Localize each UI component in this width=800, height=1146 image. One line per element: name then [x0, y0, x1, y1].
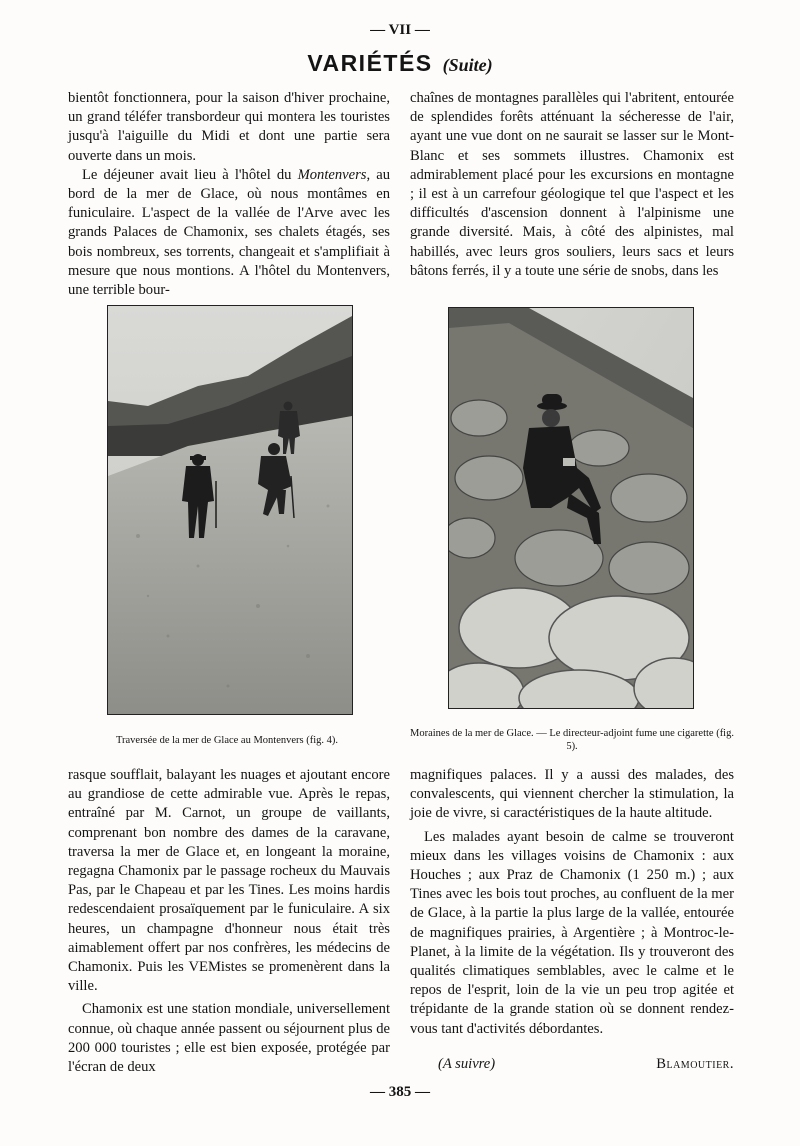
- bottom-left-column: [68, 766, 390, 1077]
- author-name: Blamoutier.: [656, 1056, 734, 1072]
- paragraph: rasque soufflait, balayant les nuages et ajoutant encore au grandiose de cette admirable vue. Après le repas, entraîné par M. Carnot, un groupe de vaillants, comprenant bon nombre des dames de la caravane, traversa la mer de Glace et, en longeant la moraine, regagna Chamonix par le passage rocheux du Mauvais Pas, par le Chapeau et par les Tines. Les moins hardis redescendaient prosaïquement par le funiculaire. A six heures, un champagne d'honneur nous était très aimablement offert par nos confrères, les médecins de Chamonix. Puis les VEMistes se promenèrent dans la ville.: [68, 767, 390, 995]
- paragraph: Chamonix est une station mondiale, universellement connue, où chaque année passent ou séjournent plus de 200 000 touristes ; elle est bien exposée, protégée par l'écran de deux: [68, 1001, 390, 1076]
- to-be-continued: (A suivre): [438, 1056, 496, 1072]
- section-title-main: VARIÉTÉS: [307, 50, 433, 76]
- figure-4-caption: Traversée de la mer de Glace au Montenvers (fig. 4).: [115, 735, 339, 746]
- paragraph: magnifiques palaces. Il y a aussi des malades, des convalescents, qui viennent chercher la stimulation, la joie de vivre, si caractéristiques de la haute altitude.: [410, 767, 734, 822]
- figure-photo-glacier-crossing: [107, 305, 353, 715]
- glacier-crossing-illustration: [108, 306, 352, 714]
- section-title-suffix: (Suite): [442, 55, 493, 75]
- top-right-column: [410, 89, 734, 281]
- bottom-right-column: [410, 766, 734, 1039]
- paragraph: Le déjeuner avait lieu à l'hôtel du Montenvers, au bord de la mer de Glace, où nous montâmes en funiculaire. L'aspect de la vallée de l'Arve avec les grands Palaces de Chamonix, ses chalets étagés, ses bois nombreux, ses torrents, changeait et s'amplifiait à mesure que nous montions. A l'hôtel du Montenvers, une terrible bour-: [68, 166, 390, 299]
- figure-5-caption: Moraines de la mer de Glace. — Le directeur-adjoint fume une cigarette (fig. 5).: [410, 728, 734, 752]
- page-footer-number: — 385 —: [370, 1084, 430, 1100]
- moraines-illustration: [449, 308, 693, 708]
- paragraph: Les malades ayant besoin de calme se trouveront mieux dans les villages voisins de Chamonix : aux Houches ; aux Praz de Chamonix (1 250 m.) ; aux Tines avec les bois tout proches, au confluent de la mer de Glace, à la partie la plus large de la vallée, entourée de magnifiques prairies, à Argentière ; à Montroc-le-Planet, à la limite de la végétation. Ils y trouveront des qualités climatiques semblables, avec le calme et le repos de l'esprit, loin de la vie un peu trop agitée et trépidante de la grande station où se donnent rendez-vous tant d'activités débordantes.: [410, 828, 734, 1037]
- figure-photo-moraines: [448, 307, 694, 709]
- section-title: [0, 50, 800, 77]
- paragraph: bientôt fonctionnera, pour la saison d'hiver prochaine, un grand téléfer transbordeur qui montera les touristes jusqu'à l'aiguille du Midi et dont une partie sera ouverte dans un mois.: [68, 90, 390, 164]
- paragraph: chaînes de montagnes parallèles qui l'abritent, entourée de splendides forêts atténuant la sécheresse de l'air, ayant une vue dont on ne saurait se lasser sur le Mont-Blanc et ses sommets illustres. Chamonix est admirablement placé pour les excursions en montagne ; il est à un carrefour géologique tel que l'aspect et les difficultés d'ascension donnent à l'alpinisme une grande diversité. Mais, à côté des alpinistes, mal habillés, avec leurs gros souliers, leurs sacs et leurs bâtons ferrés, il y a toute une série de snobs, dans les: [410, 90, 734, 279]
- top-left-column: [68, 89, 390, 300]
- page-header-number: — VII —: [370, 22, 430, 38]
